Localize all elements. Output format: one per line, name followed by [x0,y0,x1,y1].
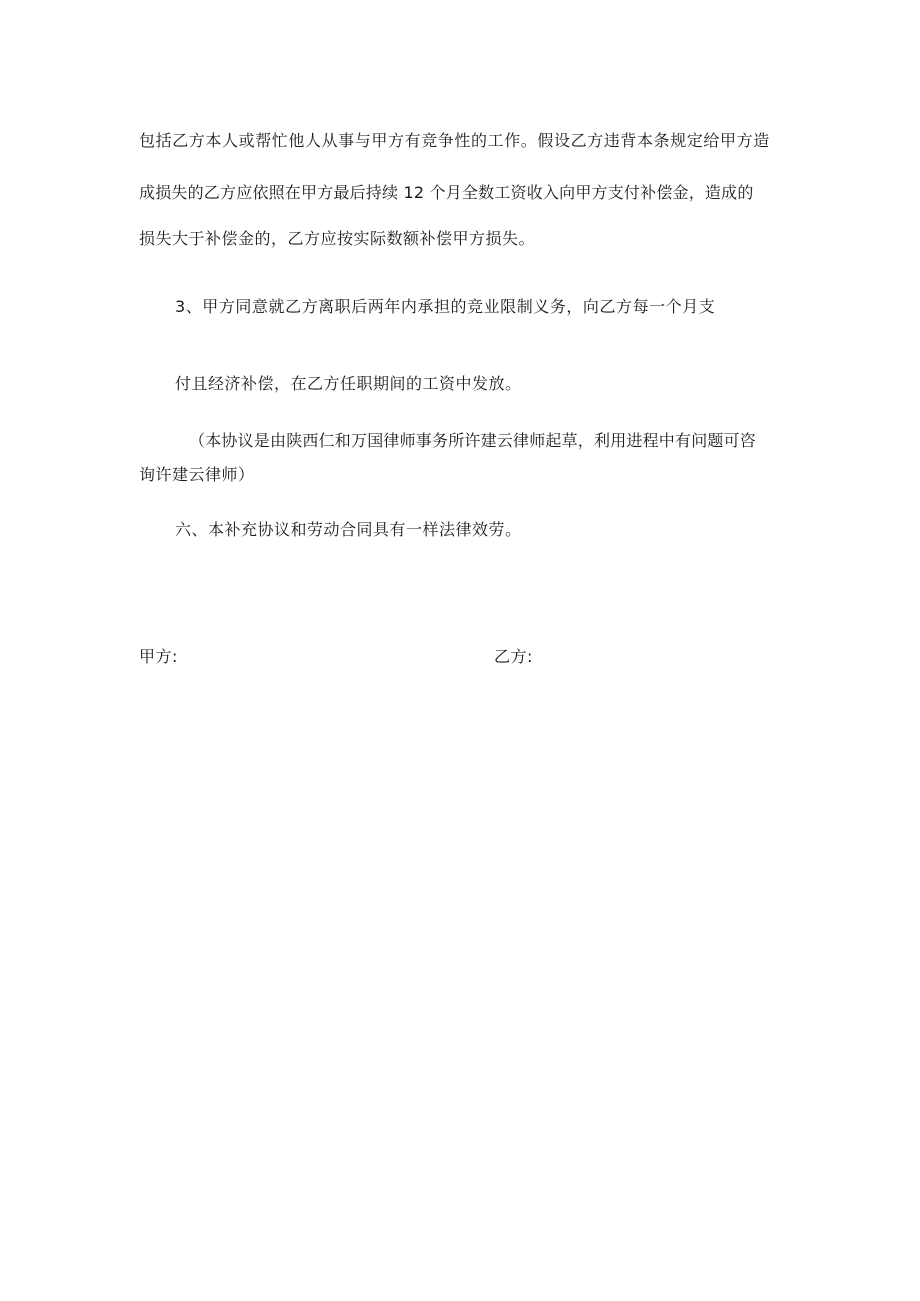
party-a-signature-label: 甲方: [139,647,178,666]
clause-3-continuation: 付且经济补偿，在乙方任职期间的工资中发放。 [175,374,522,393]
paragraph-line: 损失大于补偿金的，乙方应按实际数额补偿甲方损失。 [139,229,536,248]
paragraph-line: 成损失的乙方应依照在甲方最后持续 12 个月全数工资收入向甲方支付补偿金，造成的 [139,183,754,202]
clause-6-line: 六、本补充协议和劳动合同具有一样法律效劳。 [175,520,522,539]
note-continuation: 询许建云律师） [139,465,255,484]
paragraph-line: 包括乙方本人或帮忙他人从事与甲方有竞争性的工作。假设乙方违背本条规定给甲方造 [139,131,770,150]
clause-3-line: 3、甲方同意就乙方离职后两年内承担的竞业限制义务，向乙方每一个月支 [175,297,716,316]
note-line: （本协议是由陕西仁和万国律师事务所许建云律师起草，利用进程中有问题可咨 [189,431,757,450]
party-b-signature-label: 乙方: [494,647,533,666]
